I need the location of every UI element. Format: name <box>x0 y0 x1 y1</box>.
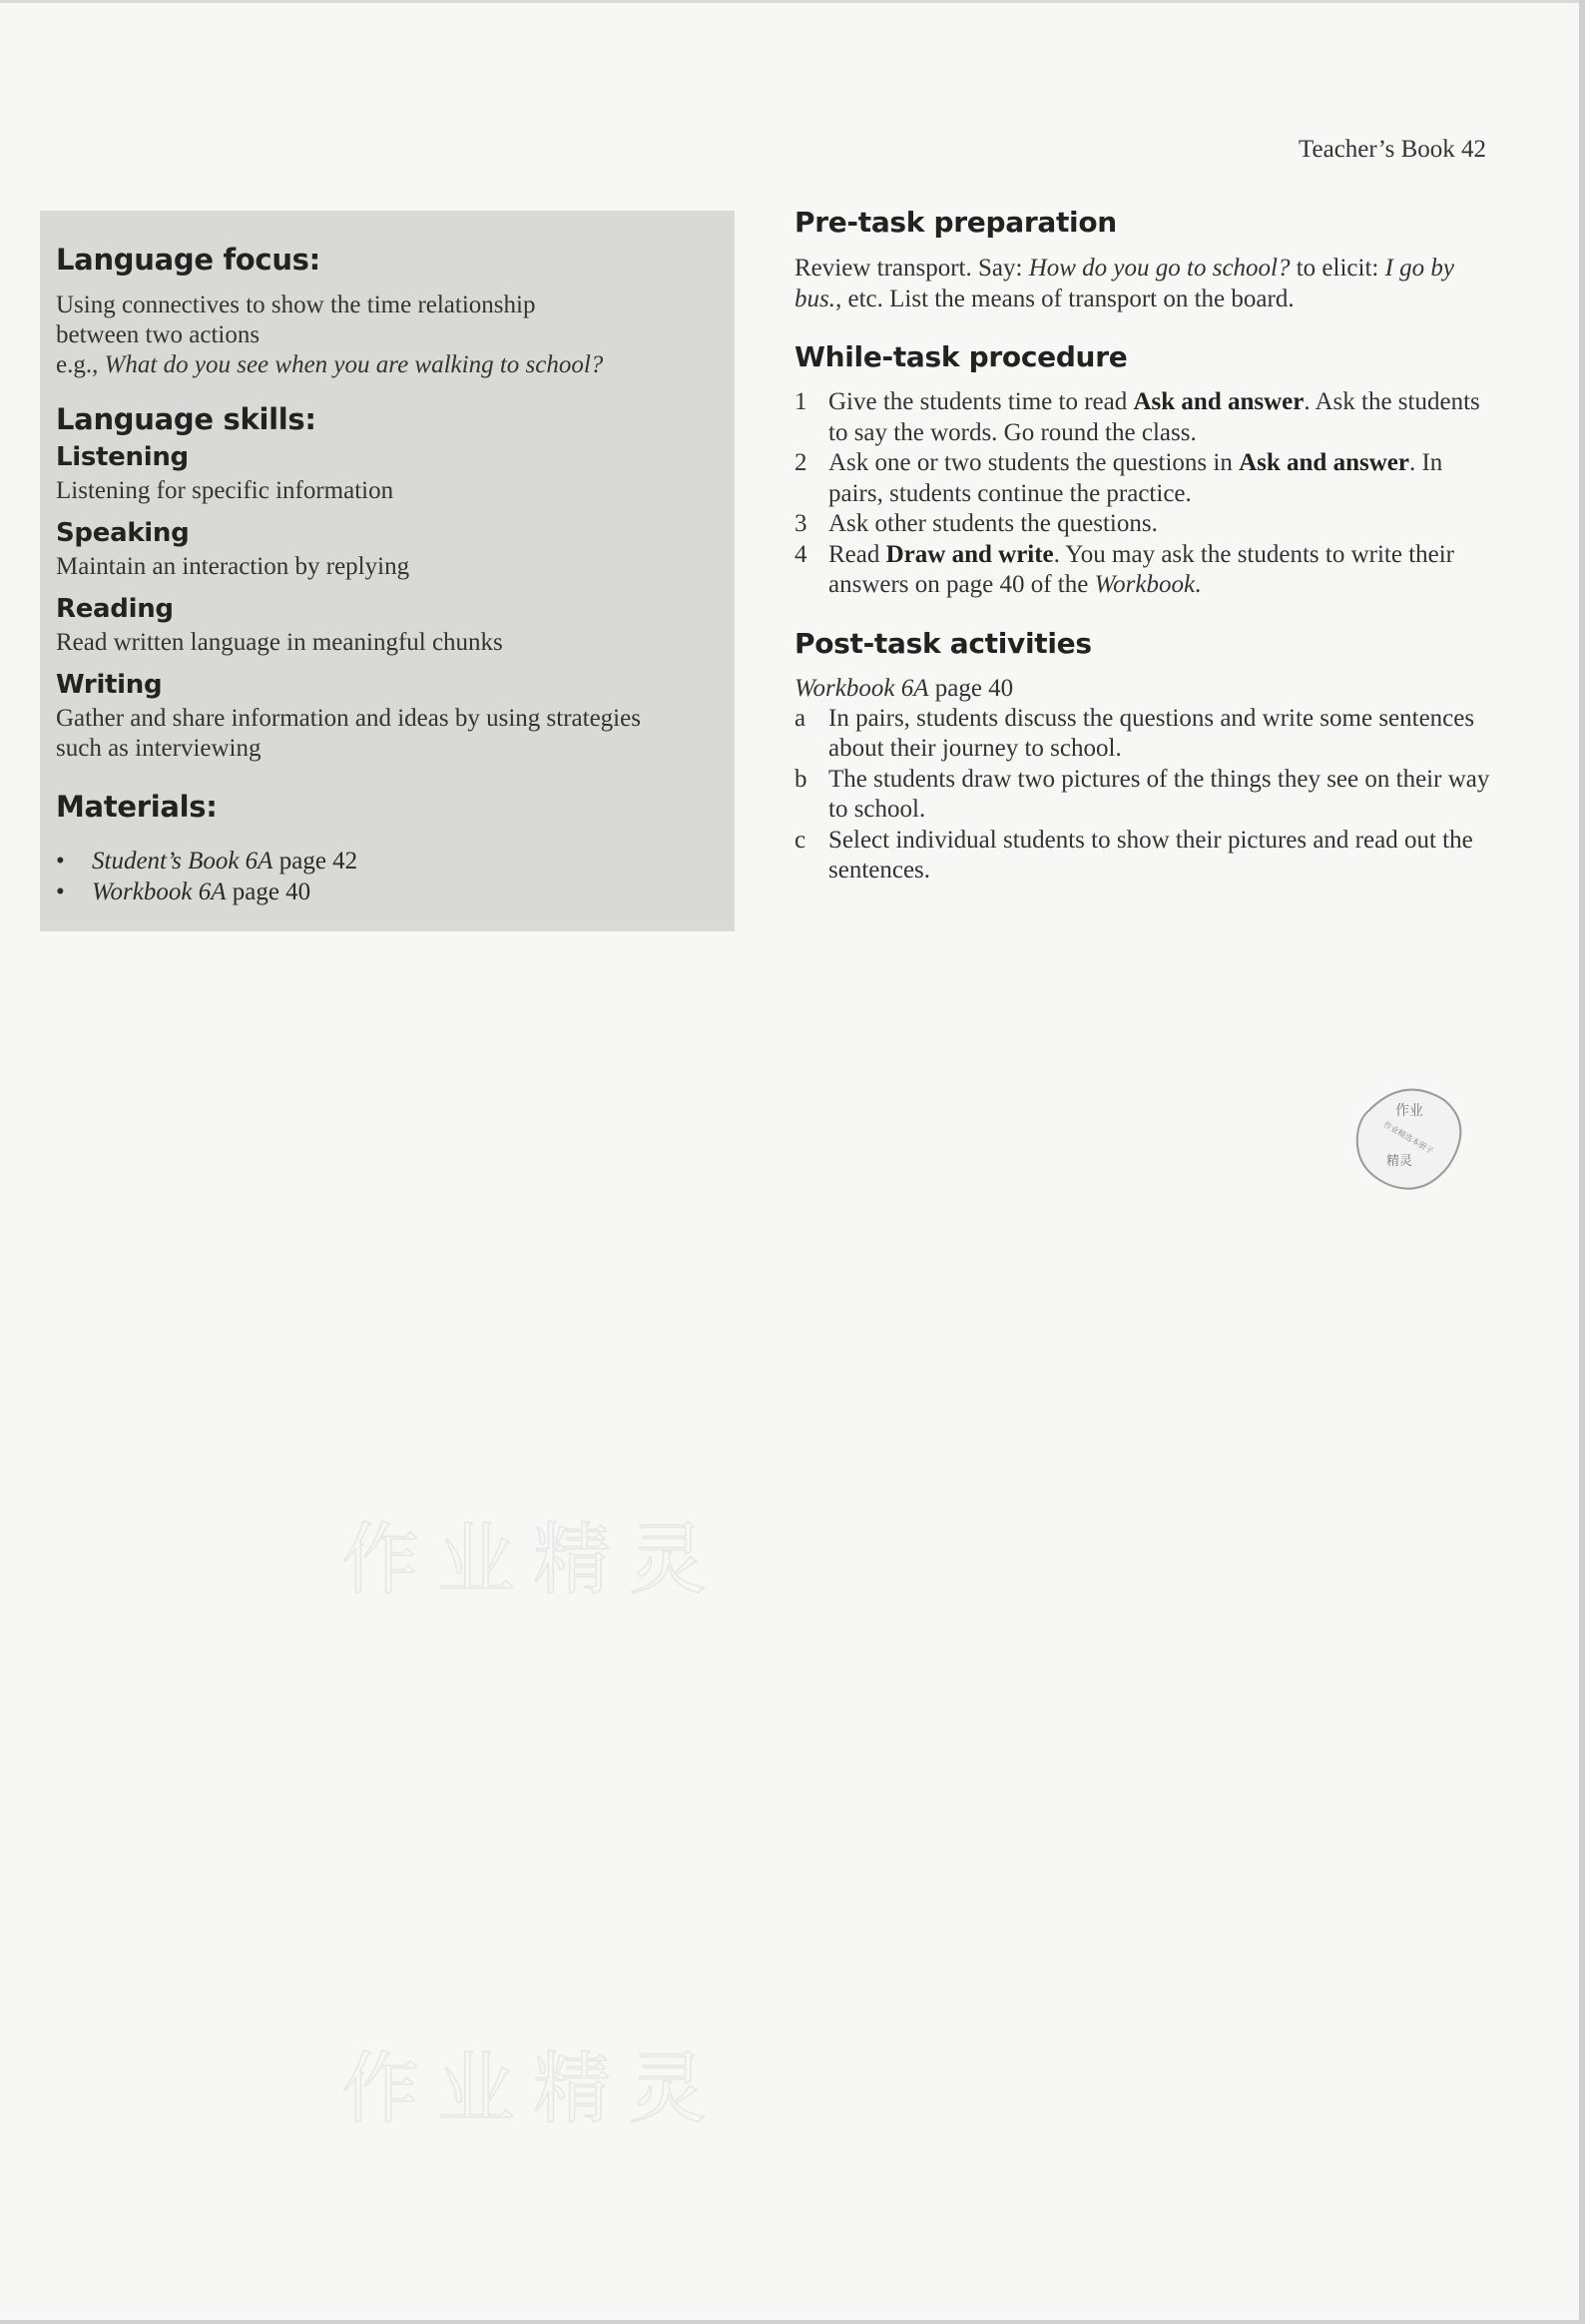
lesson-objectives-panel <box>40 211 735 931</box>
item-text: In pairs, students discuss the questions and write some sentences about their journey to school. <box>828 704 1475 762</box>
skill-writing-title: Writing <box>56 670 163 700</box>
workbook-page: page 40 <box>928 674 1014 702</box>
watermark-lower: 作业精灵 <box>341 2044 726 2134</box>
list-item <box>56 876 719 907</box>
list-item <box>794 826 1493 886</box>
bullet: • <box>56 878 65 905</box>
pre-task-text-part: to elicit: <box>1290 255 1385 282</box>
pre-task-text-part: Review transport. Say: <box>794 255 1029 282</box>
list-item <box>794 765 1493 826</box>
while-task-section <box>794 340 1493 601</box>
stamp-text-top: 作业 <box>1395 1103 1423 1119</box>
pre-task-heading: Pre-task preparation <box>794 206 1117 239</box>
skill-listening-title: Listening <box>56 442 189 472</box>
item-text: Select individual students to show their pictures and read out the sentences. <box>828 826 1473 883</box>
example-question: What do you see when you are walking to school? <box>104 351 604 378</box>
skill-listening-text: Listening for specific information <box>56 477 394 504</box>
item-text: . You may ask the students to write their answers on page 40 of the <box>828 540 1455 598</box>
material-page: page 40 <box>226 878 311 905</box>
list-item <box>794 540 1493 601</box>
language-skills-heading: Language skills: <box>56 402 316 436</box>
item-text: . In pairs, students continue the practice. <box>828 449 1443 507</box>
workbook-title: Workbook 6A <box>794 674 929 702</box>
item-bold: Ask and answer <box>1133 388 1305 415</box>
list-item <box>794 387 1493 448</box>
item-text: Ask other students the questions. <box>828 510 1158 537</box>
watermark-upper: 作业精灵 <box>341 1515 726 1605</box>
item-text: . Ask the students to say the words. Go round the class. <box>828 388 1480 446</box>
while-task-heading: While-task procedure <box>794 340 1128 373</box>
list-item <box>56 846 719 876</box>
bullet: • <box>56 848 65 874</box>
item-letter: c <box>794 826 806 854</box>
post-task-section <box>794 627 1493 886</box>
material-title: Student’s Book 6A <box>92 848 273 874</box>
post-task-source <box>794 674 1493 704</box>
page-edge-top <box>0 0 1585 3</box>
language-focus-example <box>56 350 719 380</box>
stamp-logo <box>1349 1080 1467 1198</box>
item-text: Give the students time to read <box>828 388 1134 415</box>
skill-reading-text: Read written language in meaningful chunks <box>56 629 503 656</box>
item-number: 3 <box>794 510 807 537</box>
item-text: . <box>1195 571 1202 598</box>
page-edge-bottom <box>0 2320 1585 2324</box>
list-item <box>794 509 1493 540</box>
post-task-heading: Post-task activities <box>794 626 1092 660</box>
materials-list <box>56 846 719 907</box>
list-item <box>794 448 1493 509</box>
pre-task-text-part: etc. List the means of transport on the board. <box>841 286 1295 312</box>
pre-task-question: How do you go to school? <box>1028 255 1291 282</box>
page-reference: Teacher’s Book 42 <box>1298 136 1486 163</box>
example-prefix: e.g., <box>56 351 105 378</box>
item-text: Read <box>828 540 886 568</box>
item-number: 2 <box>794 449 807 476</box>
item-letter: a <box>794 704 806 732</box>
materials-heading: Materials: <box>56 790 218 824</box>
pre-task-section <box>794 206 1493 314</box>
skill-speaking-title: Speaking <box>56 518 190 548</box>
pre-task-text <box>794 253 1493 314</box>
language-focus-text <box>56 290 719 380</box>
list-item <box>794 704 1493 765</box>
item-bold: Ask and answer <box>1239 449 1409 476</box>
language-focus-line2: between two actions <box>56 321 261 348</box>
pre-task-answer: I go by bus., <box>794 255 1455 312</box>
item-italic: Workbook <box>1094 571 1196 598</box>
stamp-text-middle: 作业精选本册子 <box>1381 1119 1435 1156</box>
skill-writing-text: Gather and share information and ideas by using strategies such as interviewing <box>56 705 641 762</box>
item-number: 1 <box>794 388 807 415</box>
item-text: The students draw two pictures of the things they see on their way to school. <box>828 765 1490 823</box>
language-focus-line1: Using connectives to show the time relationship <box>56 291 536 318</box>
skill-reading-title: Reading <box>56 594 174 624</box>
procedure-column <box>794 200 1493 912</box>
material-page: page 42 <box>272 848 358 874</box>
skill-speaking-text: Maintain an interaction by replying <box>56 553 410 580</box>
item-number: 4 <box>794 540 807 568</box>
while-task-list <box>794 387 1493 601</box>
stamp-text-bottom: 精灵 <box>1385 1154 1413 1169</box>
item-text: Ask one or two students the questions in <box>828 449 1240 476</box>
post-task-list <box>794 704 1493 886</box>
material-title: Workbook 6A <box>92 878 227 905</box>
language-focus-heading: Language focus: <box>56 243 320 277</box>
item-bold: Draw and write <box>885 540 1054 568</box>
item-letter: b <box>794 765 807 793</box>
page-edge-right <box>1579 0 1585 2324</box>
